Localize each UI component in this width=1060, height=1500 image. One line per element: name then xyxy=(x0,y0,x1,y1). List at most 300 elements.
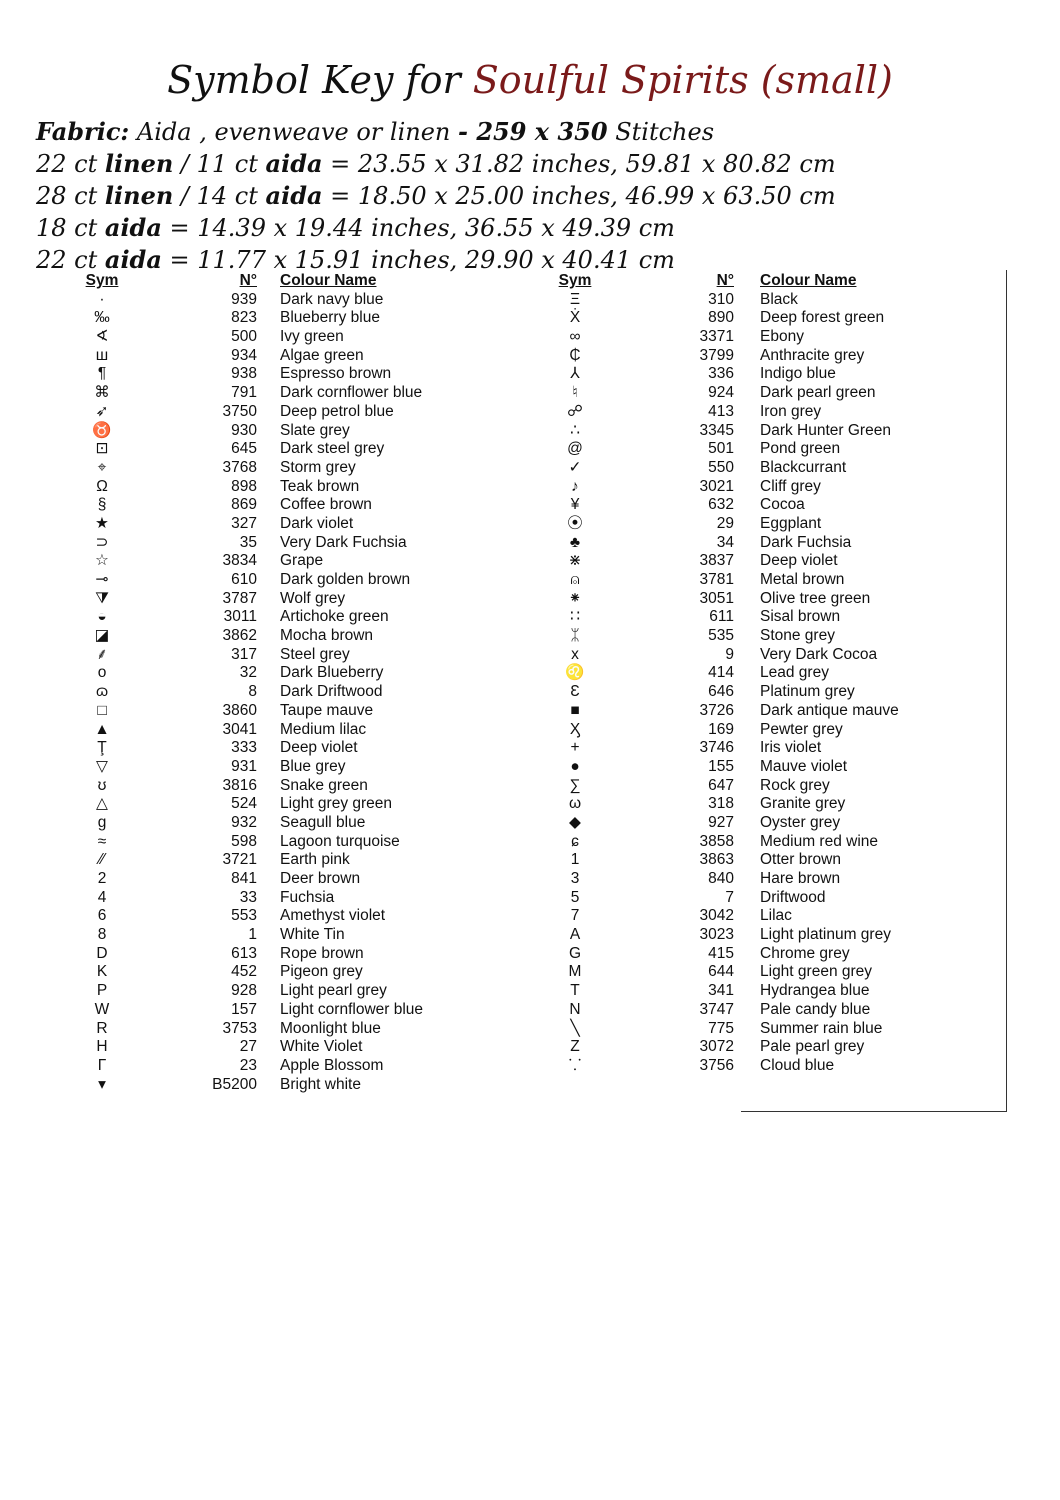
colour-name: Lead grey xyxy=(760,664,829,682)
colour-name: Rock grey xyxy=(760,776,830,794)
table-row xyxy=(540,1038,960,1057)
symbol: ¥ xyxy=(570,496,580,514)
colour-name: Iron grey xyxy=(760,402,822,420)
table-row xyxy=(70,721,470,740)
table-row xyxy=(540,1001,960,1020)
symbol: ⧩ xyxy=(95,589,109,607)
header-sym: Sym xyxy=(85,272,119,289)
table-row xyxy=(540,739,960,758)
size-mid: / 14 ct xyxy=(173,182,266,210)
symbol-table-left xyxy=(70,272,470,1094)
dmc-number: 3834 xyxy=(222,552,257,570)
colour-name: Platinum grey xyxy=(760,683,855,701)
dmc-number: 3021 xyxy=(699,477,734,495)
table-header xyxy=(70,272,470,291)
symbol: 4 xyxy=(97,888,107,906)
dmc-number: 934 xyxy=(231,346,257,364)
table-row xyxy=(70,608,470,627)
dmc-number: 3756 xyxy=(699,1056,734,1074)
colour-name: Snake green xyxy=(280,776,368,794)
symbol: ♪ xyxy=(571,477,579,495)
dmc-number: 613 xyxy=(231,944,257,962)
table-row xyxy=(70,758,470,777)
symbol: ≈ xyxy=(97,832,107,850)
table-row xyxy=(540,347,960,366)
size-fabric-linen: linen xyxy=(104,149,174,178)
colour-name: Medium lilac xyxy=(280,720,367,738)
symbol-table-right xyxy=(540,272,960,1076)
table-row xyxy=(70,347,470,366)
symbol: ♣ xyxy=(569,533,581,551)
table-row xyxy=(70,534,470,553)
dmc-number: 3837 xyxy=(699,552,734,570)
table-row xyxy=(70,870,470,889)
colour-name: Steel grey xyxy=(280,645,350,663)
symbol: · xyxy=(99,290,105,308)
table-row xyxy=(70,851,470,870)
symbol: ◆ xyxy=(569,813,581,831)
dmc-number: 327 xyxy=(231,514,257,532)
colour-name: Deep violet xyxy=(280,739,358,757)
table-row xyxy=(540,403,960,422)
table-row xyxy=(540,422,960,441)
dmc-number: 27 xyxy=(239,1038,257,1056)
dmc-number: 898 xyxy=(231,477,257,495)
dmc-number: 1 xyxy=(248,926,257,944)
dmc-number: 644 xyxy=(708,963,734,981)
dmc-number: 553 xyxy=(231,907,257,925)
colour-name: Dark violet xyxy=(280,514,354,532)
symbol: ᛯ xyxy=(570,627,580,645)
symbol: ω xyxy=(568,795,582,813)
colour-name: Dark Blueberry xyxy=(280,664,384,682)
colour-name: Dark Driftwood xyxy=(280,683,383,701)
table-row xyxy=(540,496,960,515)
table-border-right xyxy=(1006,270,1007,1112)
dmc-number: 869 xyxy=(231,496,257,514)
dmc-number: 29 xyxy=(716,514,734,532)
colour-name: Mauve violet xyxy=(760,757,848,775)
symbol: ⸙ xyxy=(96,645,108,663)
size-line-18ct-aida xyxy=(36,212,1036,244)
symbol: Ẋ xyxy=(569,309,581,327)
symbol: ★ xyxy=(95,514,109,532)
dmc-number: 3799 xyxy=(699,346,734,364)
colour-name: Chrome grey xyxy=(760,944,850,962)
symbol: 7 xyxy=(570,907,580,925)
colour-name: Rope brown xyxy=(280,944,364,962)
symbol: ☆ xyxy=(95,552,109,570)
symbol: ɕ xyxy=(571,832,579,850)
symbol: P xyxy=(96,982,108,1000)
table-row xyxy=(70,291,470,310)
symbol: ‰ xyxy=(94,309,110,327)
table-row xyxy=(540,664,960,683)
dmc-number: 927 xyxy=(708,813,734,831)
dmc-number: 3858 xyxy=(699,832,734,850)
dmc-number: 414 xyxy=(708,664,734,682)
dmc-number: 413 xyxy=(708,402,734,420)
dmc-number: 3023 xyxy=(699,926,734,944)
dmc-number: 501 xyxy=(708,440,734,458)
table-row xyxy=(540,683,960,702)
table-row xyxy=(70,1001,470,1020)
symbol: ⁕ xyxy=(568,589,582,607)
colour-name: Hare brown xyxy=(760,870,841,887)
size-dimensions: = 18.50 x 25.00 inches, 46.99 x 63.50 cm xyxy=(322,182,836,210)
dmc-number: 452 xyxy=(231,963,257,981)
table-row xyxy=(540,459,960,478)
colour-name: Stone grey xyxy=(760,627,835,645)
size-line-28ct-linen xyxy=(36,180,1036,212)
symbol: △ xyxy=(96,795,108,813)
table-row xyxy=(70,403,470,422)
colour-name: Light cornflower blue xyxy=(280,1000,424,1018)
symbol: 3 xyxy=(570,870,580,887)
dmc-number: 3072 xyxy=(699,1038,734,1056)
symbol: A xyxy=(569,926,581,944)
dmc-number: 632 xyxy=(708,496,734,514)
colour-name: Amethyst violet xyxy=(280,907,386,925)
table-row xyxy=(70,459,470,478)
symbol: ☍ xyxy=(567,402,583,420)
table-row xyxy=(540,907,960,926)
symbol: ● xyxy=(570,757,580,775)
dmc-number: 646 xyxy=(708,683,734,701)
table-row xyxy=(70,365,470,384)
colour-name: Cocoa xyxy=(760,496,805,514)
size-fabric-aida: aida xyxy=(104,213,162,242)
dmc-number: 939 xyxy=(231,290,257,308)
symbol: 8 xyxy=(97,926,107,944)
colour-name: Dark golden brown xyxy=(280,571,411,588)
symbol: 6 xyxy=(97,907,107,925)
dmc-number: 930 xyxy=(231,421,257,439)
header-number: N° xyxy=(716,272,734,289)
table-row xyxy=(540,945,960,964)
colour-name: Espresso brown xyxy=(280,365,392,383)
colour-name: Light green grey xyxy=(760,963,873,981)
colour-name: Cliff grey xyxy=(760,477,821,495)
dmc-number: 924 xyxy=(708,384,734,402)
table-row xyxy=(540,608,960,627)
table-row xyxy=(540,1020,960,1039)
symbol: + xyxy=(570,739,580,757)
table-row xyxy=(540,758,960,777)
symbol: G xyxy=(568,944,582,962)
size-prefix: 22 ct xyxy=(36,150,105,178)
dmc-number: B5200 xyxy=(212,1075,257,1093)
dmc-number: 3750 xyxy=(222,402,257,420)
table-row xyxy=(540,515,960,534)
symbol: ♉ xyxy=(92,421,112,439)
dmc-number: 3860 xyxy=(222,701,257,719)
colour-name: Dark pearl green xyxy=(760,384,876,402)
colour-name: Algae green xyxy=(280,346,364,364)
symbol: ◪ xyxy=(94,627,110,645)
dmc-number: 169 xyxy=(708,720,734,738)
dmc-number: 3753 xyxy=(222,1019,257,1037)
colour-name: Dark antique mauve xyxy=(760,701,899,719)
dmc-number: 415 xyxy=(708,944,734,962)
symbol: Ξ xyxy=(569,290,581,308)
dmc-number: 823 xyxy=(231,309,257,327)
size-fabric-linen: linen xyxy=(104,181,174,210)
dmc-number: 318 xyxy=(708,795,734,813)
symbol: ⊡ xyxy=(95,440,109,458)
symbol: T xyxy=(570,982,580,1000)
colour-name: Iris violet xyxy=(760,739,822,757)
symbol: ∴ xyxy=(570,421,580,439)
table-row xyxy=(540,963,960,982)
table-row xyxy=(540,571,960,590)
table-row xyxy=(540,328,960,347)
symbol: 5 xyxy=(570,888,580,906)
colour-name: Very Dark Cocoa xyxy=(760,645,878,663)
dmc-number: 928 xyxy=(231,982,257,1000)
colour-name: Coffee brown xyxy=(280,496,372,514)
symbol: Z xyxy=(570,1038,580,1056)
table-row xyxy=(540,552,960,571)
header-number: N° xyxy=(239,272,257,289)
symbol: Γ xyxy=(97,1056,107,1074)
page-title xyxy=(0,58,1060,102)
dmc-number: 3042 xyxy=(699,907,734,925)
dmc-number: 775 xyxy=(708,1019,734,1037)
colour-name: Seagull blue xyxy=(280,813,366,831)
symbol: ✓ xyxy=(568,458,582,476)
colour-name: Grape xyxy=(280,552,324,570)
colour-name: Pewter grey xyxy=(760,720,843,738)
dmc-number: 3747 xyxy=(699,1000,734,1018)
symbol: ∷ xyxy=(570,608,580,626)
symbol: @ xyxy=(567,440,583,458)
table-row xyxy=(70,814,470,833)
colour-name: Dark Fuchsia xyxy=(760,533,852,551)
symbol: x xyxy=(571,645,579,663)
stitch-count: 259 x 350 xyxy=(476,117,608,146)
colour-name: Blueberry blue xyxy=(280,309,380,327)
table-row xyxy=(70,926,470,945)
symbol: ⋇ xyxy=(568,552,582,570)
colour-name: Mocha brown xyxy=(280,627,374,645)
dmc-number: 610 xyxy=(231,571,257,588)
header-colour-name: Colour Name xyxy=(760,272,857,289)
table-row xyxy=(70,627,470,646)
symbol: ⦿ xyxy=(567,514,583,532)
title-pattern-name: Soulful Spirits (small) xyxy=(472,58,893,102)
symbol: ⅄ xyxy=(570,365,580,383)
table-row xyxy=(540,870,960,889)
symbol: Ω xyxy=(96,477,108,495)
fabric-label: Fabric: xyxy=(36,117,130,146)
colour-name: Pale pearl grey xyxy=(760,1038,865,1056)
symbol: Ţ xyxy=(97,739,107,757)
colour-name: Granite grey xyxy=(760,795,846,813)
dmc-number: 7 xyxy=(725,888,734,906)
table-row xyxy=(540,889,960,908)
dmc-number: 500 xyxy=(231,328,257,346)
header-sym: Sym xyxy=(558,272,592,289)
table-row xyxy=(70,309,470,328)
dmc-number: 3721 xyxy=(222,851,257,869)
colour-name: Summer rain blue xyxy=(760,1019,883,1037)
symbol: ⊃ xyxy=(95,533,109,551)
colour-name: Ivy green xyxy=(280,328,344,346)
dmc-number: 35 xyxy=(239,533,257,551)
fabric-types: Aida , evenweave or linen xyxy=(129,118,459,146)
symbol: ɷ xyxy=(95,683,109,701)
colour-name: White Violet xyxy=(280,1038,363,1056)
colour-name: Metal brown xyxy=(760,571,845,588)
table-row xyxy=(540,478,960,497)
symbol: g xyxy=(97,813,107,831)
colour-name: Blue grey xyxy=(280,757,346,775)
table-row xyxy=(70,683,470,702)
symbol: ¶ xyxy=(97,365,107,383)
colour-name: Dark navy blue xyxy=(280,290,384,308)
size-fabric-aida: aida xyxy=(265,149,323,178)
dmc-number: 791 xyxy=(231,384,257,402)
symbol: ▲ xyxy=(94,720,110,738)
symbol: ₵ xyxy=(569,346,581,364)
dmc-number: 3863 xyxy=(699,851,734,869)
size-fabric-aida: aida xyxy=(104,245,162,274)
table-row xyxy=(70,384,470,403)
dmc-number: 33 xyxy=(239,888,257,906)
symbol: ■ xyxy=(570,701,580,719)
dmc-number: 341 xyxy=(708,982,734,1000)
colour-name: Anthracite grey xyxy=(760,346,865,364)
symbol: ʊ xyxy=(97,776,107,794)
size-mid: / 11 ct xyxy=(173,150,266,178)
table-row xyxy=(70,664,470,683)
stitches-label: Stitches xyxy=(607,118,715,146)
colour-name: Light pearl grey xyxy=(280,982,387,1000)
table-row xyxy=(70,702,470,721)
table-row xyxy=(540,702,960,721)
header-colour-name: Colour Name xyxy=(280,272,377,289)
table-row xyxy=(70,982,470,1001)
colour-name: Deep petrol blue xyxy=(280,402,394,420)
symbol: ◒ xyxy=(97,608,107,626)
colour-name: Indigo blue xyxy=(760,365,836,383)
table-row xyxy=(540,982,960,1001)
colour-name: Bright white xyxy=(280,1075,361,1093)
dmc-number: 32 xyxy=(239,664,257,682)
size-prefix: 28 ct xyxy=(36,182,105,210)
colour-name: Deep violet xyxy=(760,552,838,570)
dmc-number: 647 xyxy=(708,776,734,794)
dmc-number: 3726 xyxy=(699,701,734,719)
table-row xyxy=(540,590,960,609)
table-row xyxy=(70,515,470,534)
table-row xyxy=(540,646,960,665)
symbol: ∞ xyxy=(569,328,581,346)
colour-name: Light grey green xyxy=(280,795,393,813)
dmc-number: 524 xyxy=(231,795,257,813)
symbol: Ɛ xyxy=(570,683,580,701)
colour-name: Storm grey xyxy=(280,458,356,476)
table-row xyxy=(70,963,470,982)
table-row xyxy=(70,889,470,908)
symbol: ⌖ xyxy=(97,458,107,476)
dmc-number: 23 xyxy=(239,1056,257,1074)
table-row xyxy=(70,907,470,926)
dmc-number: 3862 xyxy=(222,627,257,645)
symbol: § xyxy=(97,496,107,514)
colour-name: Taupe mauve xyxy=(280,701,374,719)
dmc-number: 3746 xyxy=(699,739,734,757)
table-row xyxy=(70,945,470,964)
table-row xyxy=(540,627,960,646)
symbol: W xyxy=(94,1000,110,1018)
table-row xyxy=(70,571,470,590)
colour-name: Oyster grey xyxy=(760,813,841,831)
table-row xyxy=(540,851,960,870)
symbol: D xyxy=(96,944,108,962)
dmc-number: 3787 xyxy=(222,589,257,607)
table-row xyxy=(540,777,960,796)
symbol: ♌ xyxy=(565,664,585,682)
table-row xyxy=(70,1057,470,1076)
dmc-number: 3011 xyxy=(223,608,257,626)
dmc-number: 3051 xyxy=(699,589,734,607)
table-row xyxy=(540,384,960,403)
dmc-number: 841 xyxy=(231,870,257,887)
table-row xyxy=(70,328,470,347)
colour-name: Light platinum grey xyxy=(760,926,891,944)
dmc-number: 155 xyxy=(708,757,734,775)
dmc-number: 34 xyxy=(716,533,734,551)
colour-name: Medium red wine xyxy=(760,832,879,850)
symbol: ш xyxy=(95,346,109,364)
table-row xyxy=(70,777,470,796)
symbol: K xyxy=(96,963,108,981)
table-row xyxy=(540,795,960,814)
colour-name: Dark Hunter Green xyxy=(760,421,891,439)
dmc-number: 550 xyxy=(708,458,734,476)
colour-name: Pale candy blue xyxy=(760,1000,871,1018)
table-row xyxy=(540,721,960,740)
dmc-number: 645 xyxy=(231,440,257,458)
symbol: 1 xyxy=(570,851,580,869)
colour-name: Apple Blossom xyxy=(280,1056,384,1074)
colour-name: Wolf grey xyxy=(280,589,346,607)
dmc-number: 535 xyxy=(708,627,734,645)
symbol: ⍝ xyxy=(570,571,580,588)
symbol: ∑ xyxy=(569,776,581,794)
symbol: M xyxy=(568,963,582,981)
table-row xyxy=(70,795,470,814)
table-row xyxy=(70,552,470,571)
dmc-number: 611 xyxy=(709,608,734,626)
table-row xyxy=(540,440,960,459)
table-row xyxy=(540,833,960,852)
fabric-dash: - xyxy=(458,117,477,146)
table-row xyxy=(540,814,960,833)
dmc-number: 890 xyxy=(708,309,734,327)
colour-name: Hydrangea blue xyxy=(760,982,870,1000)
table-row xyxy=(70,1038,470,1057)
dmc-number: 317 xyxy=(231,645,257,663)
table-row xyxy=(540,365,960,384)
fabric-line xyxy=(36,116,1036,148)
symbol: R xyxy=(96,1019,108,1037)
dmc-number: 3768 xyxy=(222,458,257,476)
colour-name: Olive tree green xyxy=(760,589,871,607)
dmc-number: 3781 xyxy=(699,571,734,588)
